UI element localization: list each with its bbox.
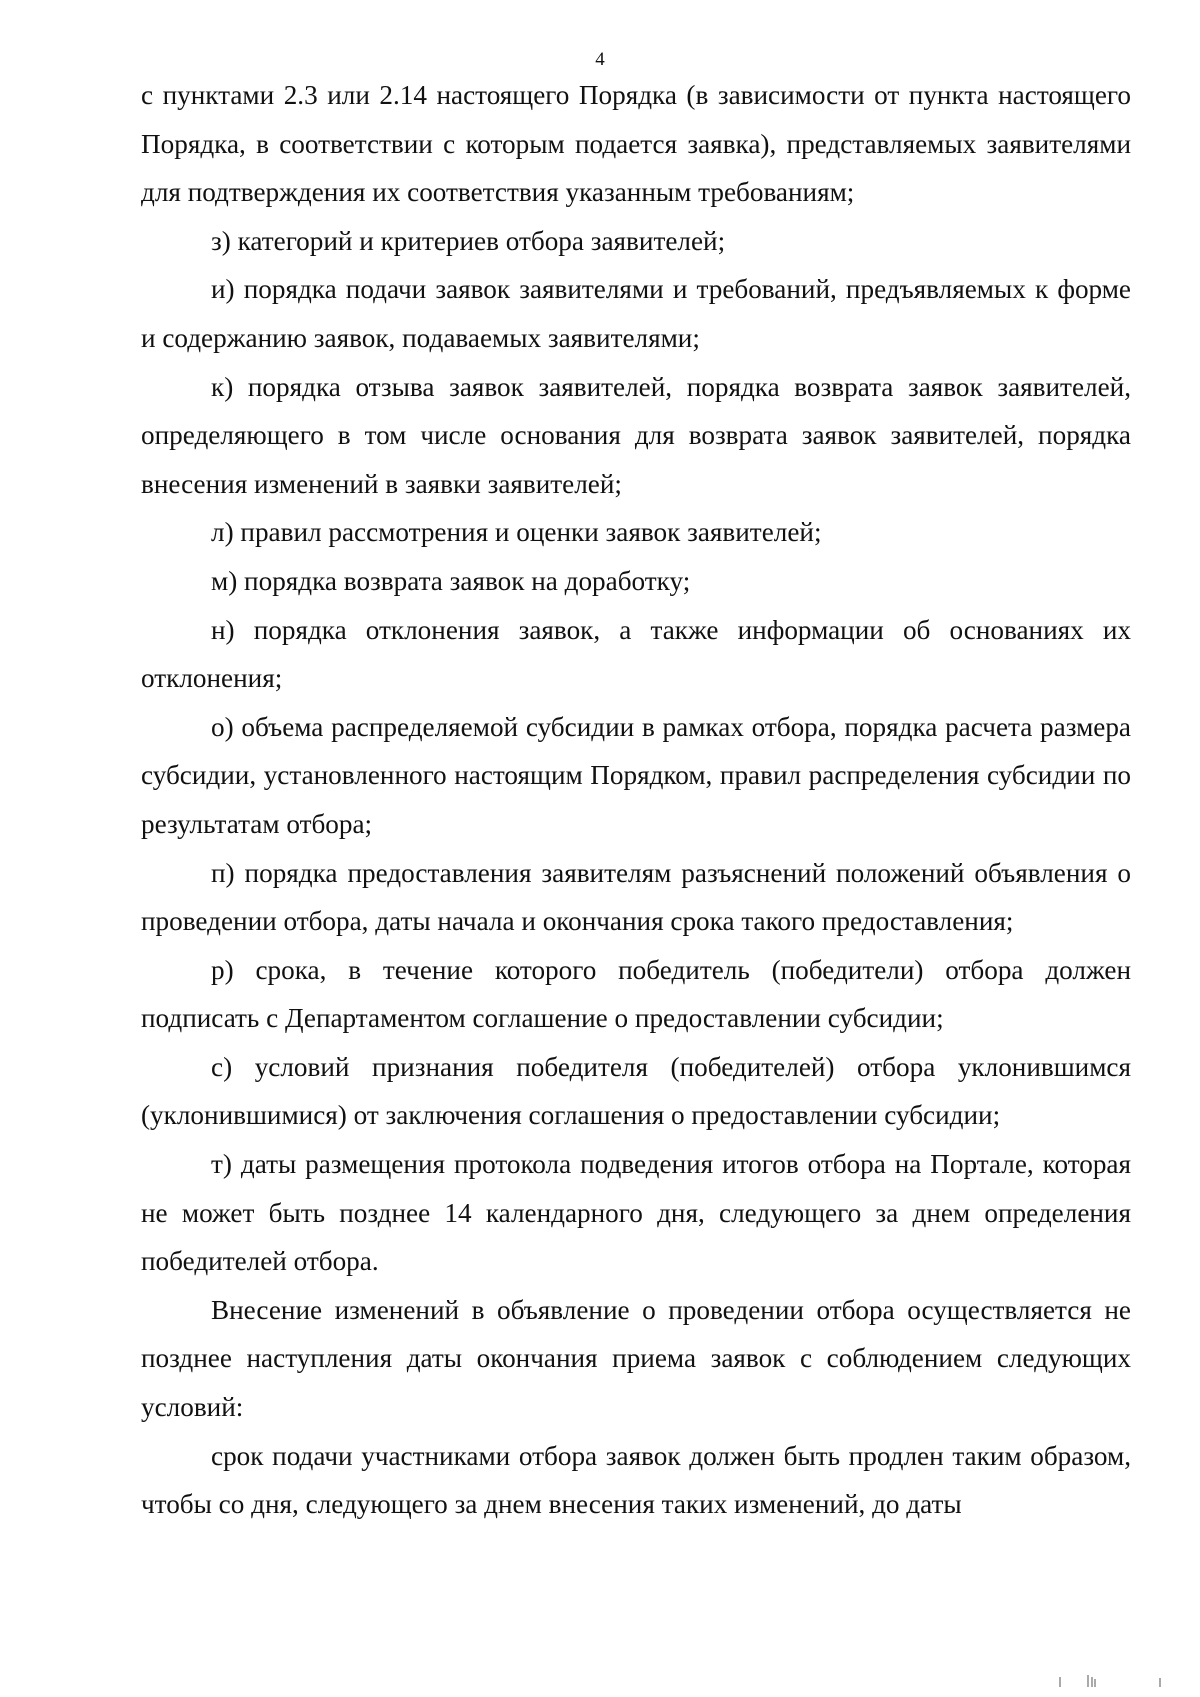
paragraph-item-o: о) объема распределяемой субсидии в рамках отбора, порядка расчета размера субсидии, установленного настоящим Порядком, правил распределения субсидии по результатам отбора; — [141, 711, 1131, 839]
paragraph-amendments: Внесение изменений в объявление о проведении отбора осуществляется не позднее наступления даты окончания приема заявок с соблюдением следующих условий: — [141, 1294, 1131, 1423]
scan-artifact-marks — [1050, 1675, 1170, 1687]
paragraph-item-s: с) условий признания победителя (победителей) отбора уклонившимся (уклонившимися) от заключения соглашения о предоставлении субсидии; — [141, 1051, 1131, 1131]
paragraph-item-z: з) категорий и критериев отбора заявителей; — [211, 225, 726, 256]
paragraph-item-m: м) порядка возврата заявок на доработку; — [211, 565, 691, 596]
page-number: 4 — [595, 49, 605, 70]
paragraph-item-t: т) даты размещения протокола подведения итогов отбора на Портале, которая не может быть позднее 14 календарного дня, следующего за днем определения победителей отбора. — [141, 1149, 1131, 1277]
paragraph-item-p: п) порядка предоставления заявителям разъяснений положений объявления о проведении отбора, даты начала и окончания срока такого предоставления; — [141, 857, 1131, 937]
paragraph-continuation: с пунктами 2.3 или 2.14 настоящего Порядка (в зависимости от пункта настоящего Порядка, в соответствии с которым подается заявка), представляемых заявителями для подтверждения их соответствия указанным требованиям; — [141, 80, 1131, 208]
paragraph-item-k: к) порядка отзыва заявок заявителей, порядка возврата заявок заявителей, определяющего в том числе основания для возврата заявок заявителей, порядка внесения изменений в заявки заявителей; — [141, 371, 1131, 499]
document-body — [141, 71, 1131, 1529]
paragraph-deadline: срок подачи участниками отбора заявок должен быть продлен таким образом, чтобы со дня, следующего за днем внесения таких изменений, до даты — [141, 1440, 1131, 1520]
paragraph-item-i: и) порядка подачи заявок заявителями и требований, предъявляемых к форме и содержанию заявок, подаваемых заявителями; — [141, 274, 1131, 353]
paragraph-item-r: р) срока, в течение которого победитель (победители) отбора должен подписать с Департаментом соглашение о предоставлении субсидии; — [141, 954, 1131, 1034]
paragraph-item-n: н) порядка отклонения заявок, а также информации об основаниях их отклонения; — [141, 614, 1131, 694]
paragraph-item-l: л) правил рассмотрения и оценки заявок заявителей; — [211, 517, 822, 548]
